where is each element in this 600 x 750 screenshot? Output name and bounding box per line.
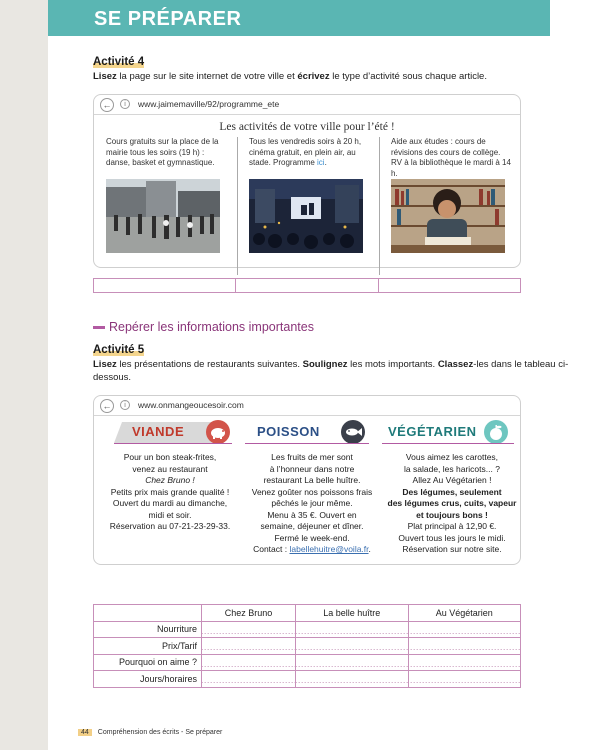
row-label: Pourquoi on aime ?	[94, 654, 202, 671]
row-label: Nourriture	[94, 621, 202, 638]
browser-window-city	[93, 94, 521, 268]
photo-dance-square	[106, 179, 220, 253]
article-1-text: Cours gratuits sur la place de la mairie tous les soirs (19 h) : danse, basket et gymnastique.	[106, 137, 219, 167]
url-text[interactable]: www.onmangeoucesoir.com	[138, 400, 244, 410]
table-cell[interactable]	[202, 621, 296, 638]
url-text[interactable]: www.jaimemaville/92/programme_ete	[138, 99, 280, 109]
photo-outdoor-cinema	[249, 179, 363, 253]
tab-label: POISSON	[257, 424, 320, 439]
answer-field[interactable]	[94, 279, 236, 292]
info-icon: i	[120, 99, 130, 109]
table-corner-cell	[94, 605, 202, 622]
row-label: Prix/Tarif	[94, 638, 202, 655]
header-band	[48, 0, 550, 36]
activity-5-title: Activité 5	[93, 344, 145, 356]
table-cell[interactable]	[296, 621, 408, 638]
table-cell[interactable]	[408, 638, 521, 655]
table-row	[94, 638, 521, 655]
contact-email-link[interactable]: labellehuitre@voila.fr	[289, 544, 369, 554]
back-arrow-icon[interactable]: ←	[100, 98, 114, 112]
restaurant-chez-bruno: Pour un bon steak-frites, venez au restaurant Chez Bruno ! Petits prix mais grande qualité ! Ouvert du mardi au dimanche, midi et soir. Réservation au 07-21-23-29-33.	[109, 452, 231, 531]
classification-table	[93, 604, 521, 688]
section-dash	[93, 326, 105, 329]
back-arrow-icon[interactable]: ←	[100, 399, 114, 413]
site-title: Les activités de votre ville pour l’été !	[219, 121, 395, 133]
tab-label: VIANDE	[132, 424, 185, 439]
table-cell[interactable]	[296, 638, 408, 655]
table-row	[94, 654, 521, 671]
table-row	[94, 621, 521, 638]
row-label: Jours/horaires	[94, 671, 202, 688]
tab-underline	[114, 443, 232, 444]
column-divider	[237, 137, 238, 275]
activity-5-instruction: Lisez les présentations de restaurants suivantes. Soulignez les mots importants. Classez-les dans le tableau ci-dessous.	[93, 359, 569, 383]
tab-label: VÉGÉTARIEN	[388, 424, 477, 439]
restaurant-la-belle-huitre: Les fruits de mer sont à l’honneur dans notre restaurant La belle huître. Venez goûter nos poissons frais pêchés le jour même. Menu à 35 €. Ouvert en semaine, déjeuner et dîner. Fermé le week-end. Contact : labellehuitre@voila.fr.	[251, 452, 373, 554]
tab-poisson	[245, 422, 375, 444]
url-bar	[94, 396, 520, 416]
info-icon: i	[120, 400, 130, 410]
table-cell[interactable]	[202, 654, 296, 671]
table-cell[interactable]	[408, 671, 521, 688]
table-cell[interactable]	[296, 671, 408, 688]
table-cell[interactable]	[202, 638, 296, 655]
article-2-text: Tous les vendredis soirs à 20 h, cinéma gratuit, en plein air, au stade. Programme ici.	[249, 137, 362, 167]
table-cell[interactable]	[202, 671, 296, 688]
tab-viande	[114, 422, 238, 444]
activity-4-title: Activité 4	[93, 56, 145, 68]
url-bar	[94, 95, 520, 115]
page-footer	[78, 729, 222, 736]
table-row	[94, 671, 521, 688]
tab-underline	[245, 443, 369, 444]
activity-4-instruction: Lisez la page sur le site internet de votre ville et écrivez le type d’activité sous chaque article.	[93, 71, 487, 82]
answer-row	[93, 278, 521, 293]
footer-text: Compréhension des écrits - Se préparer	[97, 729, 223, 736]
tab-vegetarien	[382, 422, 512, 444]
program-link[interactable]: ici	[317, 158, 325, 167]
section-heading: Repérer les informations importantes	[93, 320, 314, 334]
tab-underline	[382, 443, 514, 444]
photo-student-library	[391, 179, 505, 253]
column-divider	[379, 137, 380, 275]
table-header: Chez Bruno	[202, 605, 296, 622]
table-header: La belle huître	[296, 605, 408, 622]
table-cell[interactable]	[408, 654, 521, 671]
fish-icon	[341, 420, 365, 444]
article-3-text: Aide aux études : cours de révisions des cours de collège. RV à la bibliothèque le mardi à 14 h.	[391, 137, 511, 178]
table-header: Au Végétarien	[408, 605, 521, 622]
table-cell[interactable]	[408, 621, 521, 638]
apple-icon	[484, 420, 508, 444]
table-header-row	[94, 605, 521, 622]
page-title: SE PRÉPARER	[94, 8, 242, 30]
restaurant-au-vegetarien: Vous aimez les carottes, la salade, les haricots... ? Allez Au Végétarien ! Des légumes, seulement des légumes crus, cuits, vapeur et toujours bons ! Plat principal à 12,90 €. Ouvert tous les jours le midi. Réservation sur notre site.	[387, 452, 517, 554]
page-number: 44	[78, 729, 92, 736]
textbook-page	[48, 0, 600, 750]
pig-icon	[206, 420, 230, 444]
answer-field[interactable]	[236, 279, 378, 292]
answer-field[interactable]	[379, 279, 520, 292]
table-cell[interactable]	[296, 654, 408, 671]
